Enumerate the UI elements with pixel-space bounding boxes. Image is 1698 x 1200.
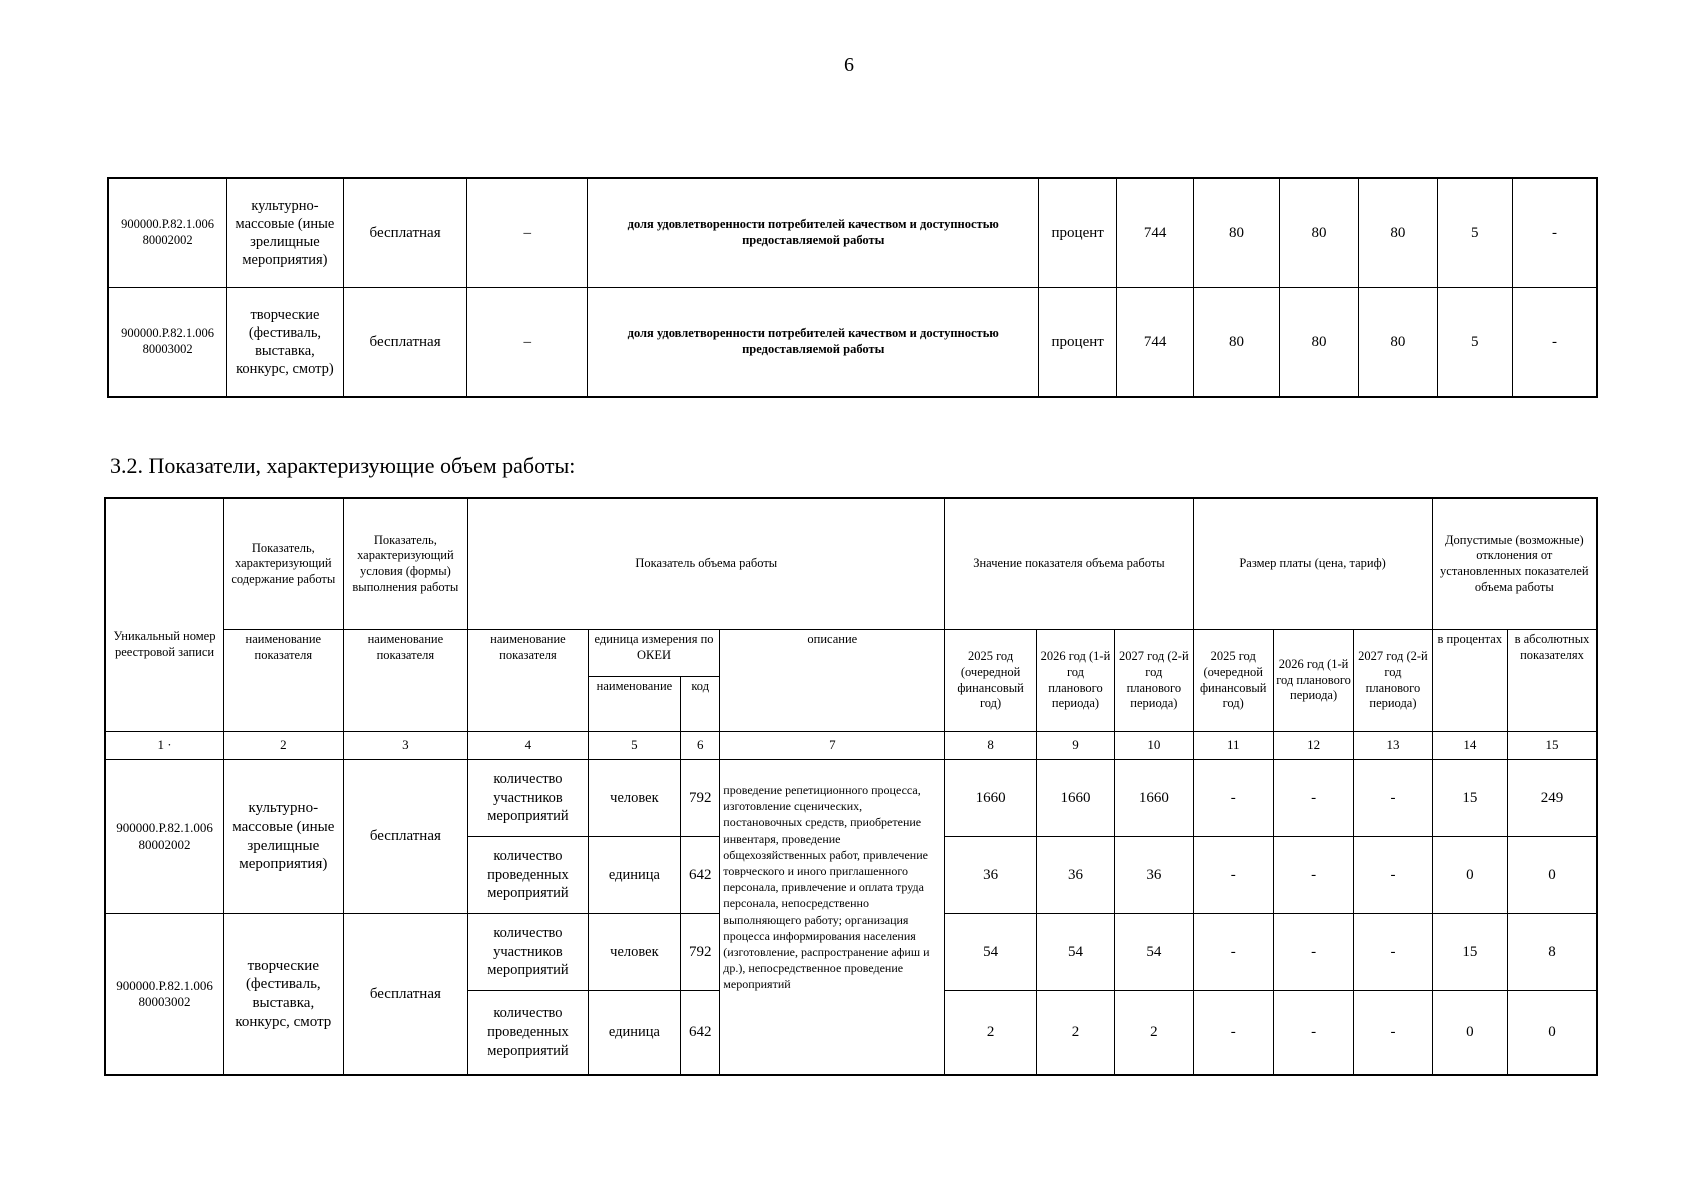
col-number: 6 [681,732,720,760]
registry-code: 900000.Р.82.1.006 80003002 [105,914,224,1076]
header-year-2027: 2027 год (2-й год планового периода) [1115,630,1193,732]
okei-code: 744 [1116,288,1193,398]
header-payment: Размер платы (цена, тариф) [1193,498,1432,630]
payment-2026: - [1273,991,1353,1076]
deviation-absolute: - [1512,288,1597,398]
page-number: 6 [844,54,854,76]
registry-code: 900000.Р.82.1.006 80003002 [108,288,227,398]
header-okei-code: код [681,677,720,732]
payment-2027: - [1354,991,1432,1076]
value-2025: 54 [945,914,1036,991]
value-2026: 80 [1279,288,1358,398]
deviation-percent: 0 [1432,991,1507,1076]
deviation-percent: 15 [1432,914,1507,991]
okei-code: 642 [681,991,720,1076]
value-2026: 36 [1036,837,1114,914]
content-indicator: творческие (фестиваль, выставка, конкурс, смотр) [227,288,344,398]
header-deviations: Допустимые (возможные) отклонения от установленных показателей объема работы [1432,498,1597,630]
header-in-absolute: в абсолютных показателях [1507,630,1597,732]
volume-indicator-name: количество участников мероприятий [468,914,589,991]
empty-dash: – [467,288,588,398]
value-2026: 54 [1036,914,1114,991]
content-indicator: культурно-массовые (иные зрелищные мероприятия) [227,178,344,288]
table-row [108,178,1597,288]
column-numbers-row [105,732,1597,760]
header-volume-indicator: Показатель объема работы [468,498,945,630]
col-number: 10 [1115,732,1193,760]
value-2025: 1660 [945,760,1036,837]
header-registry: Уникальный номер реестровой записи [105,498,224,732]
col-number: 14 [1432,732,1507,760]
value-2026: 2 [1036,991,1114,1076]
col-number: 15 [1507,732,1597,760]
payment-2026: - [1273,837,1353,914]
col-number: 5 [588,732,680,760]
unit-name: единица [588,991,680,1076]
payment-2025: - [1193,914,1273,991]
deviation-absolute: 249 [1507,760,1597,837]
header-year-2025: 2025 год (очередной финансовый год) [945,630,1036,732]
header-row [105,498,1597,630]
value-2027: 54 [1115,914,1193,991]
deviation-percent: 0 [1432,837,1507,914]
header-condition-indicator: Показатель, характеризующий условия (формы) выполнения работы [343,498,468,630]
content-indicator: культурно-массовые (иные зрелищные мероприятия) [224,760,344,914]
col-number: 2 [224,732,344,760]
col-number: 8 [945,732,1036,760]
okei-code: 744 [1116,178,1193,288]
payment-2025: - [1193,991,1273,1076]
col-number: 12 [1273,732,1353,760]
col-number: 3 [343,732,468,760]
value-2027: 36 [1115,837,1193,914]
header-name-indicator: наименование показателя [343,630,468,732]
header-payment-2026: 2026 год (1-й год планового периода) [1273,630,1353,732]
payment-2027: - [1354,760,1432,837]
deviation-percent: 5 [1437,288,1512,398]
deviation-percent: 5 [1437,178,1512,288]
unit-name: процент [1039,178,1116,288]
okei-code: 792 [681,760,720,837]
payment-2025: - [1193,837,1273,914]
quality-indicators-table [107,177,1598,398]
volume-indicator-name: количество проведенных мероприятий [468,991,589,1076]
condition-indicator: бесплатная [343,178,467,288]
volume-indicator-name: количество проведенных мероприятий [468,837,589,914]
value-2027: 80 [1359,288,1437,398]
volume-indicators-table [104,497,1598,1076]
header-payment-2025: 2025 год (очередной финансовый год) [1193,630,1273,732]
value-2025: 36 [945,837,1036,914]
value-2026: 80 [1279,178,1358,288]
content-indicator: творческие (фестиваль, выставка, конкурс, смотр [224,914,344,1076]
unit-name: процент [1039,288,1116,398]
col-number: 9 [1036,732,1114,760]
deviation-percent: 15 [1432,760,1507,837]
header-volume-value: Значение показателя объема работы [945,498,1193,630]
value-2026: 1660 [1036,760,1114,837]
deviation-absolute: 0 [1507,991,1597,1076]
header-okei-unit: единица измерения по ОКЕИ [588,630,720,677]
header-name-indicator: наименование показателя [224,630,344,732]
col-number: 7 [720,732,945,760]
value-2025: 2 [945,991,1036,1076]
col-number: 1 · [105,732,224,760]
col-number: 13 [1354,732,1432,760]
work-description: проведение репетиционного процесса, изготовление сценических, постановочных средств, приобретение инвентаря, проведение общехозяйственных работ, привлечение товрческого и иного приглашенного персонала, привлечение и оплата труда персонала, непосредственно выполняющего работу; организация процесса информирования населения (изготовление, распространение афиш и др.), непосредственное проведение мероприятий [720,760,945,1076]
registry-code: 900000.Р.82.1.006 80002002 [108,178,227,288]
deviation-absolute: - [1512,178,1597,288]
col-number: 11 [1193,732,1273,760]
okei-code: 642 [681,837,720,914]
value-2027: 2 [1115,991,1193,1076]
value-2027: 1660 [1115,760,1193,837]
header-in-percent: в процентах [1432,630,1507,732]
table-row [108,288,1597,398]
deviation-absolute: 8 [1507,914,1597,991]
payment-2025: - [1193,760,1273,837]
header-row [105,630,1597,677]
value-2027: 80 [1359,178,1437,288]
col-number: 4 [468,732,589,760]
value-2025: 80 [1194,178,1279,288]
unit-name: единица [588,837,680,914]
header-payment-2027: 2027 год (2-й год планового периода) [1354,630,1432,732]
payment-2026: - [1273,760,1353,837]
header-content-indicator: Показатель, характеризующий содержание работы [224,498,344,630]
header-year-2026: 2026 год (1-й год планового периода) [1036,630,1114,732]
payment-2027: - [1354,914,1432,991]
deviation-absolute: 0 [1507,837,1597,914]
registry-code: 900000.Р.82.1.006 80002002 [105,760,224,914]
payment-2026: - [1273,914,1353,991]
header-name-indicator: наименование показателя [468,630,589,732]
condition-indicator: бесплатная [343,760,468,914]
value-2025: 80 [1194,288,1279,398]
table-row [105,760,1597,837]
unit-name: человек [588,914,680,991]
section-title: 3.2. Показатели, характеризующие объем работы: [110,453,576,478]
quality-indicator-name: доля удовлетворенности потребителей качеством и доступностью предоставляемой работы [588,178,1039,288]
header-description: описание [720,630,945,732]
unit-name: человек [588,760,680,837]
header-okei-name: наименование [588,677,680,732]
condition-indicator: бесплатная [343,288,467,398]
empty-dash: – [467,178,588,288]
okei-code: 792 [681,914,720,991]
payment-2027: - [1354,837,1432,914]
volume-indicator-name: количество участников мероприятий [468,760,589,837]
quality-indicator-name: доля удовлетворенности потребителей качеством и доступностью предоставляемой работы [588,288,1039,398]
condition-indicator: бесплатная [343,914,468,1076]
